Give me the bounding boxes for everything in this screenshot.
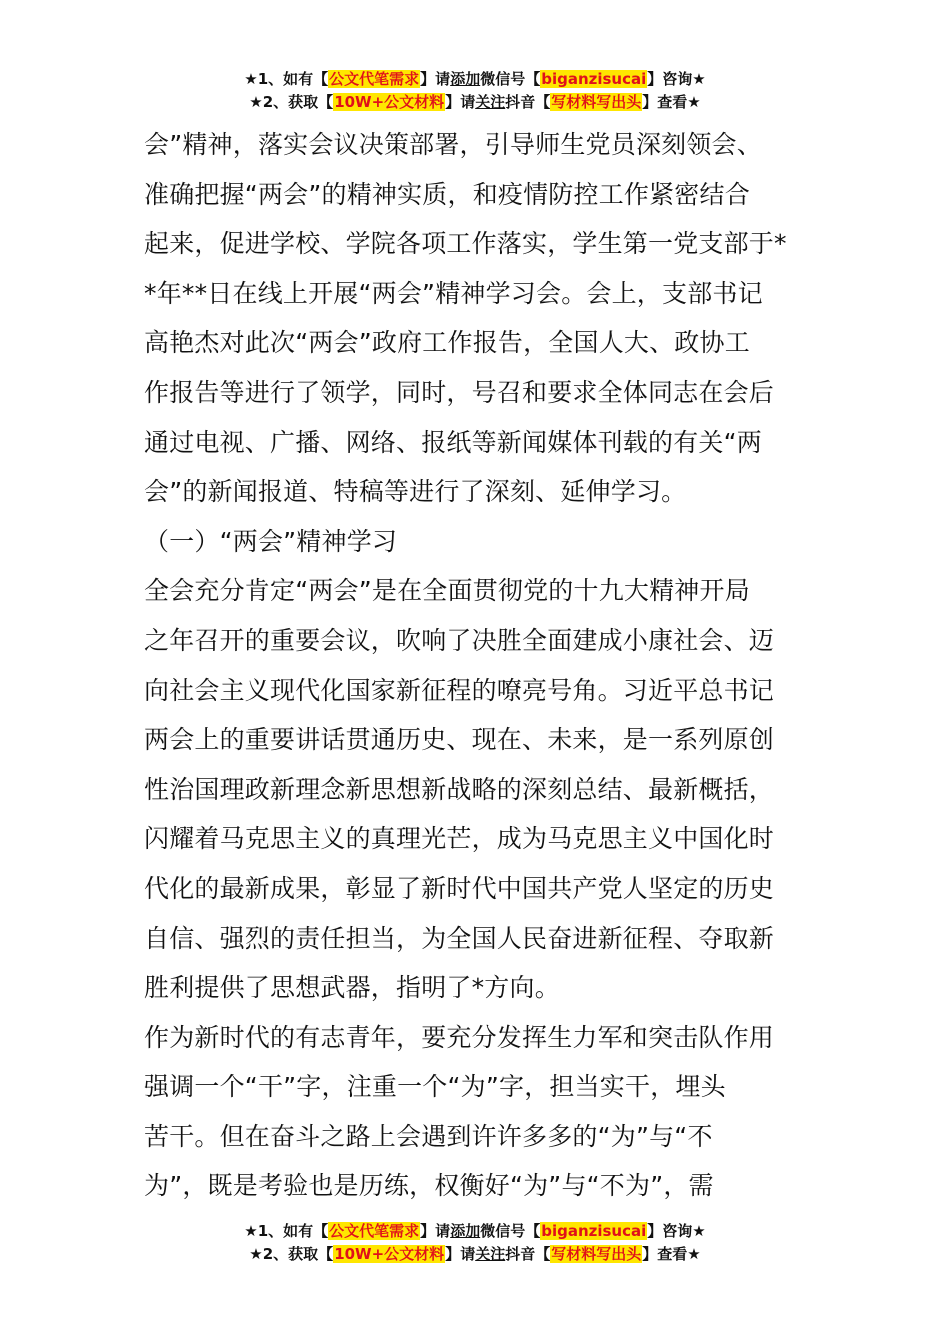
body-line: 作报告等进行了领学，同时，号召和要求全体同志在会后 bbox=[144, 377, 775, 407]
header-banner bbox=[0, 68, 950, 114]
banner-highlight: 公文代笔需求 bbox=[329, 1222, 420, 1240]
banner-text: 】请 bbox=[420, 1222, 451, 1240]
body-line: 准确把握“两会”的精神实质，和疫情防控工作紧密结合 bbox=[144, 179, 750, 209]
body-line: 胜利提供了思想武器，指明了*方向。 bbox=[144, 973, 560, 1003]
body-line: 强调一个“干”字，注重一个“为”字，担当实干，埋头 bbox=[144, 1072, 726, 1102]
body-line: 闪耀着马克思主义的真理光芒，成为马克思主义中国化时 bbox=[144, 824, 775, 854]
body-line: 之年召开的重要会议，吹响了决胜全面建成小康社会、迈 bbox=[144, 625, 775, 655]
banner-text: ★2、获取【 bbox=[249, 93, 334, 111]
banner-highlight: 公文代笔需求 bbox=[329, 70, 420, 88]
banner-text: ★2、获取【 bbox=[249, 1245, 334, 1263]
banner-text: 】查看★ bbox=[642, 93, 701, 111]
banner-text: 抖音【 bbox=[505, 93, 551, 111]
banner-text: 微信号【 bbox=[480, 1222, 541, 1240]
banner-line-2 bbox=[0, 1243, 950, 1266]
body-line: 作为新时代的有志青年，要充分发挥生力军和突击队作用 bbox=[144, 1022, 775, 1052]
banner-text: 】请 bbox=[445, 1245, 476, 1263]
banner-emphasis: 添加 bbox=[450, 1222, 481, 1240]
banner-line-1 bbox=[0, 68, 950, 91]
banner-text: 】请 bbox=[420, 70, 451, 88]
body-line: 苦干。但在奋斗之路上会遇到许许多多的“为”与“不 bbox=[144, 1121, 713, 1151]
banner-highlight: 写材料写出头 bbox=[551, 1245, 642, 1263]
body-line: 全会充分肯定“两会”是在全面贯彻党的十九大精神开局 bbox=[144, 576, 750, 606]
banner-text: 】请 bbox=[445, 93, 476, 111]
banner-emphasis: 关注 bbox=[475, 93, 506, 111]
body-line: 起来，促进学校、学院各项工作落实，学生第一党支部于* bbox=[144, 229, 787, 259]
body-line: 性治国理政新理念新思想新战略的深刻总结、最新概括， bbox=[144, 774, 775, 804]
banner-highlight: 10W+公文材料 bbox=[334, 93, 445, 111]
body-line: *年**日在线上开展“两会”精神学习会。会上，支部书记 bbox=[144, 278, 763, 308]
banner-line-2 bbox=[0, 91, 950, 114]
document-body bbox=[144, 120, 814, 1211]
section-heading: （一）“两会”精神学习 bbox=[144, 526, 398, 556]
banner-text: 微信号【 bbox=[480, 70, 541, 88]
banner-text: ★1、如有【 bbox=[244, 1222, 329, 1240]
banner-emphasis: 添加 bbox=[450, 70, 481, 88]
footer-banner bbox=[0, 1220, 950, 1266]
banner-text: 】咨询★ bbox=[647, 70, 706, 88]
banner-text: 】咨询★ bbox=[647, 1222, 706, 1240]
body-line: 高艳杰对此次“两会”政府工作报告，全国人大、政协工 bbox=[144, 328, 750, 358]
body-line: 会”的新闻报道、特稿等进行了深刻、延伸学习。 bbox=[144, 477, 687, 507]
body-line: 通过电视、广播、网络、报纸等新闻媒体刊载的有关“两 bbox=[144, 427, 762, 457]
banner-highlight: biganzisucai bbox=[541, 70, 647, 88]
banner-highlight: 10W+公文材料 bbox=[334, 1245, 445, 1263]
banner-line-1 bbox=[0, 1220, 950, 1243]
banner-emphasis: 关注 bbox=[475, 1245, 506, 1263]
body-line: 代化的最新成果，彰显了新时代中国共产党人坚定的历史 bbox=[144, 873, 775, 903]
banner-highlight: biganzisucai bbox=[541, 1222, 647, 1240]
body-line: 自信、强烈的责任担当，为全国人民奋进新征程、夺取新 bbox=[144, 923, 775, 953]
banner-text: 抖音【 bbox=[505, 1245, 551, 1263]
banner-text: 】查看★ bbox=[642, 1245, 701, 1263]
body-line: 会”精神，落实会议决策部署，引导师生党员深刻领会、 bbox=[144, 130, 762, 159]
body-line: 为”，既是考验也是历练，权衡好“为”与“不为”，需 bbox=[144, 1171, 714, 1201]
body-line: 向社会主义现代化国家新征程的嘹亮号角。习近平总书记 bbox=[144, 675, 775, 705]
banner-text: ★1、如有【 bbox=[244, 70, 329, 88]
banner-highlight: 写材料写出头 bbox=[551, 93, 642, 111]
body-line: 两会上的重要讲话贯通历史、现在、未来，是一系列原创 bbox=[144, 725, 775, 755]
